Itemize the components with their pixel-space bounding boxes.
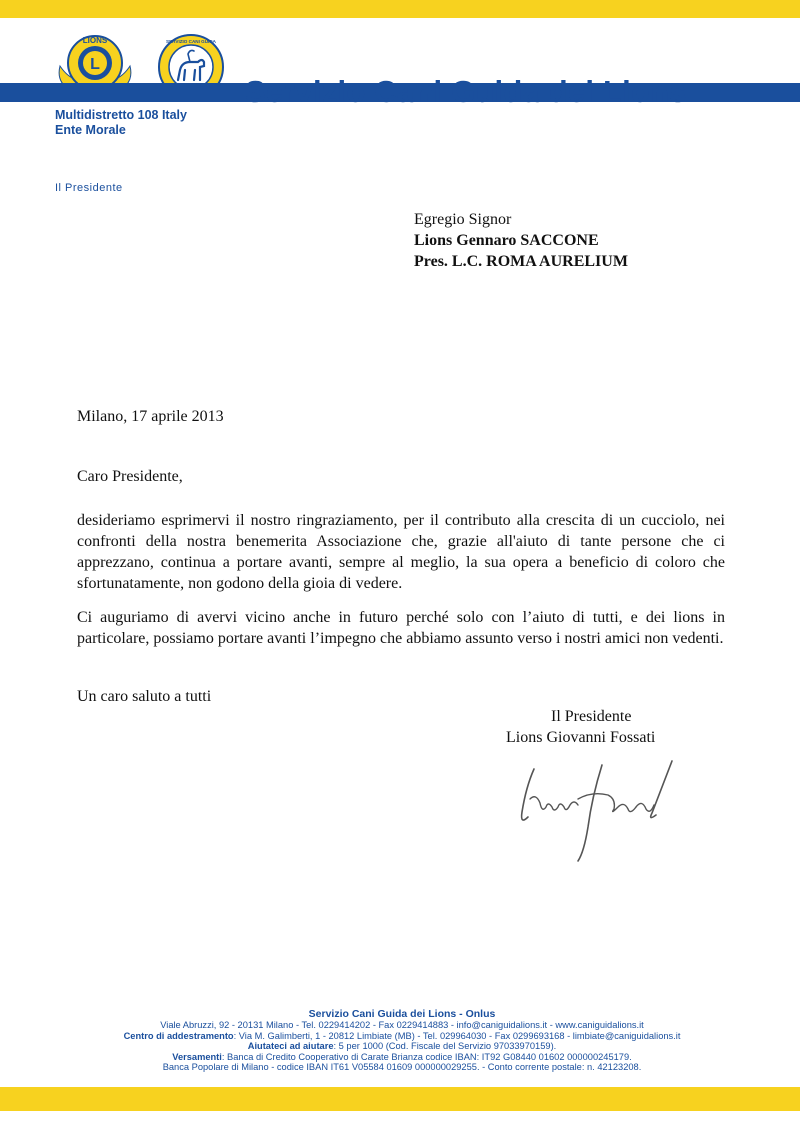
letter-paragraph-1: desideriamo esprimervi il nostro ringraziamento, per il contributo alla crescita di un cucciolo, nei confronti della nostra benemerita Associazione che, grazie all'aiuto di tante persone che ci apprezzano, continua a portare avanti, sempre al meglio, la sua opera a beneficio di coloro che sfortunatamente, non godono della gioia di vedere. [77, 512, 725, 592]
org-line-2: Ente Morale [55, 123, 126, 137]
logo1-letter: L [90, 56, 100, 73]
recipient-greeting: Egregio Signor [414, 211, 512, 228]
recipient-role: Pres. L.C. ROMA AURELIUM [414, 253, 628, 270]
letter-salutation: Caro Presidente, [77, 468, 183, 485]
logo2-ring-text: SERVIZIO CANI GUIDA [166, 39, 216, 44]
letter-closing: Un caro saluto a tutti [77, 688, 212, 705]
logo1-top-text: LIONS [82, 36, 108, 45]
top-yellow-bar [0, 0, 800, 18]
bottom-yellow-bar [0, 1087, 800, 1111]
handwritten-signature [512, 757, 692, 867]
footer-bank: Banca Popolare di Milano - codice IBAN IT61 V05584 01609 000000029255. - Conto corrente postale: n. 42123208. [162, 1062, 642, 1073]
footer-donations-text: : 5 per 1000 (Cod. Fiscale del Servizio 97033970159). [333, 1041, 557, 1052]
recipient-block [414, 209, 628, 272]
footer-training-center [40, 1031, 764, 1042]
signer-title: Il Presidente [551, 708, 632, 725]
footer-payments [40, 1052, 764, 1063]
footer [40, 1008, 764, 1073]
recipient-name: Lions Gennaro SACCONE [414, 232, 599, 249]
office-label: Il Presidente [55, 182, 123, 194]
footer-address: Viale Abruzzi, 92 - 20131 Milano - Tel. 0229414202 - Fax 0229414883 - info@caniguidalions.it - www.caniguidalions.it [160, 1020, 644, 1030]
letter-paragraph-2: Ci auguriamo di avervi vicino anche in futuro perché solo con l’aiuto di tutti, e dei lions in particolare, possiamo portare avanti l’impegno che abbiamo assunto verso i nostri amici non vedenti. [77, 609, 725, 647]
footer-donations [40, 1041, 764, 1052]
footer-payments-label: Versamenti [172, 1051, 222, 1062]
signer-name: Lions Giovanni Fossati [506, 729, 656, 746]
organization-block [55, 108, 187, 138]
footer-training-text: : Via M. Galimberti, 1 - 20812 Limbiate (MB) - Tel. 029964030 - Fax 0299693168 - limbiate@caniguidalions.it [233, 1030, 681, 1041]
footer-training-label: Centro di addestramento [123, 1030, 234, 1041]
service-title: Servizio Cani Guida dei Lions [245, 74, 687, 109]
footer-title: Servizio Cani Guida dei Lions - Onlus [308, 1008, 496, 1020]
org-line-1: Multidistretto 108 Italy [55, 108, 187, 122]
footer-payments-text: : Banca di Credito Cooperativo di Carate Brianza codice IBAN: IT92 G08440 01602 000000245179. [221, 1051, 632, 1062]
letter-date: Milano, 17 aprile 2013 [77, 408, 224, 425]
footer-donations-label: Aiutateci ad aiutare [247, 1041, 334, 1052]
